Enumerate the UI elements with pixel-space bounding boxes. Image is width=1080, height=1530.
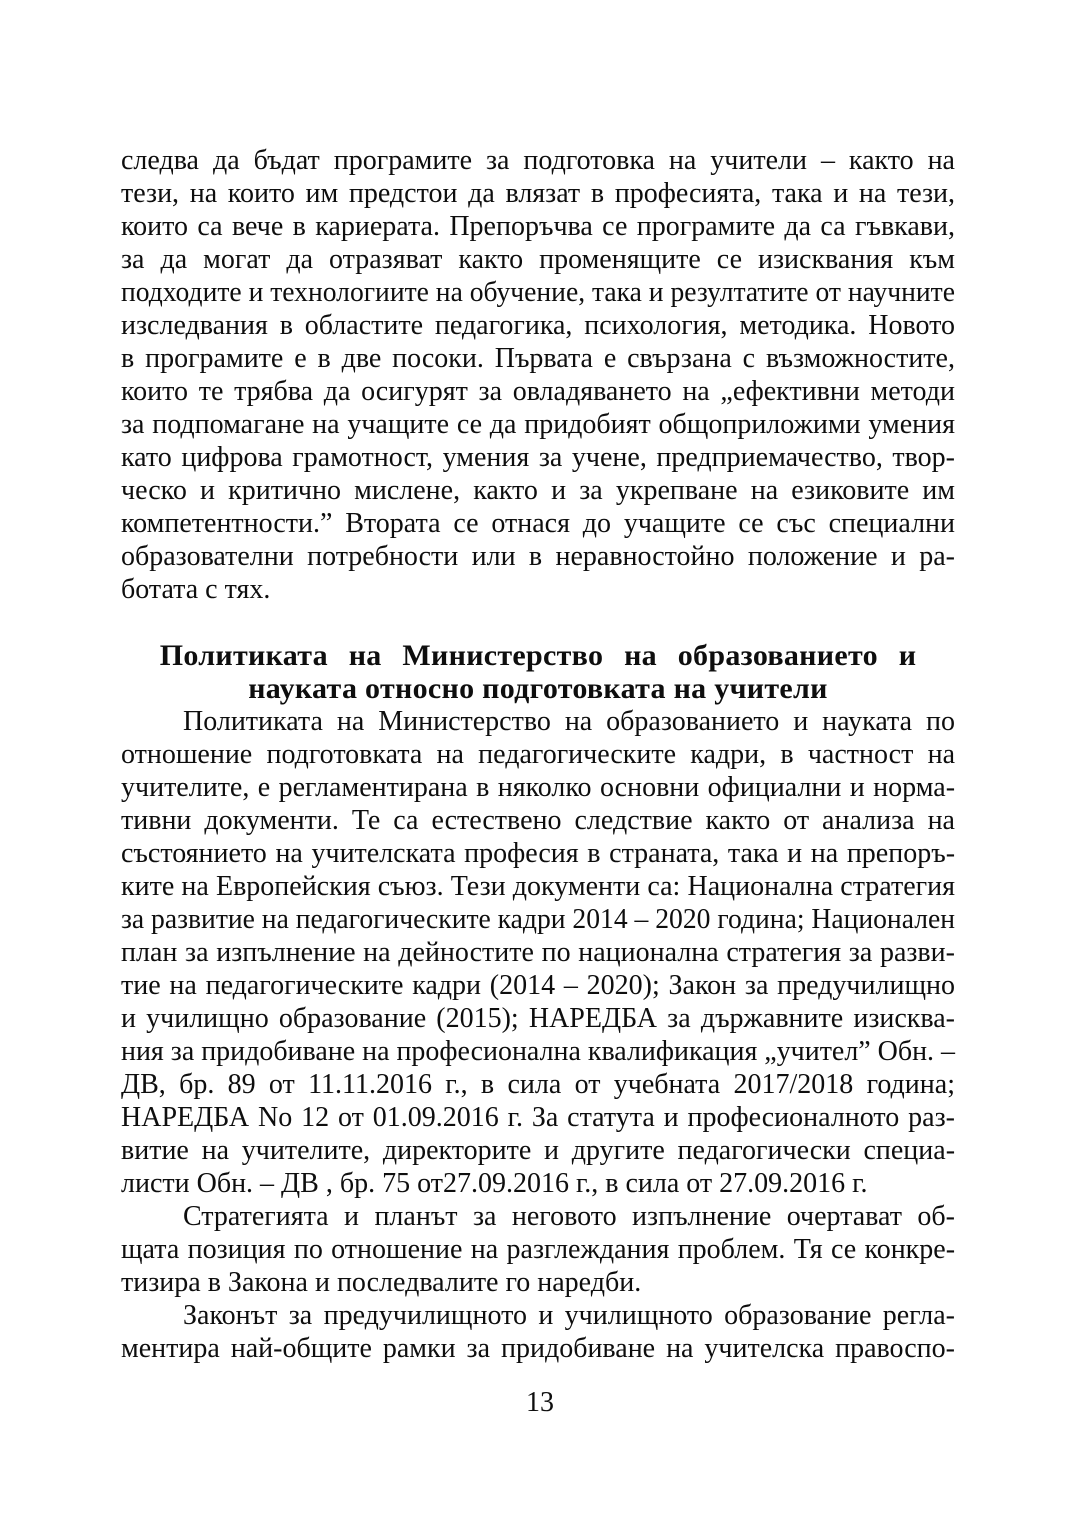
line-text: тези, на които им предстои да влязат в професията, така и на тези, [121, 178, 956, 209]
line-text: науката относно подготовката на учители [248, 672, 828, 705]
line-text: ботата с тях. [121, 574, 271, 605]
page-number: 13 [526, 1387, 554, 1418]
text-line [121, 408, 955, 441]
line-text: ния за придобиване на професионална квалификация „учител” Обн. – [121, 1036, 956, 1067]
text-line [121, 540, 955, 573]
text-line [121, 1167, 955, 1200]
line-text: ческо и критично мислене, както и за укрепване на езиковите им [121, 475, 955, 506]
line-text: ментира най-общите рамки за придобиване на учителска правоспо- [121, 1333, 955, 1364]
text-line [121, 870, 955, 903]
line-text: за развитие на педагогическите кадри 2014 – 2020 година; Национален [121, 904, 956, 935]
line-text: листи Обн. – ДВ , бр. 75 от27.09.2016 г., в сила от 27.09.2016 г. [121, 1168, 868, 1199]
heading-line [121, 639, 955, 672]
text-line [121, 210, 955, 243]
line-text: ките на Европейския съюз. Тези документи са: Национална стратегия [121, 871, 956, 902]
line-text: тие на педагогическите кадри (2014 – 2020); Закон за предучилищно [121, 970, 955, 1001]
heading-line [121, 672, 955, 705]
text-line [121, 342, 955, 375]
text-line [121, 705, 955, 738]
line-text: състоянието на учителската професия в страната, така и на препоръ- [121, 838, 956, 869]
line-text: изследвания в областите педагогика, психология, методика. Новото [121, 310, 955, 341]
text-line [121, 375, 955, 408]
line-text: отношение подготовката на педагогическите кадри, в частност на [121, 739, 955, 770]
text-line [121, 474, 955, 507]
line-text: образователни потребности или в неравностойно положение и ра- [121, 541, 955, 572]
text-line [121, 1332, 955, 1365]
text-line [121, 1134, 955, 1167]
line-text: и училищно образование (2015); НАРЕДБА за държавните изисква- [121, 1003, 955, 1034]
text-line [121, 441, 955, 474]
text-line [121, 309, 955, 342]
line-text: следва да бъдат програмите за подготовка на учители – както на [121, 145, 955, 176]
line-text: Политиката на Министерство на образованието и науката по [183, 706, 955, 737]
text-line [121, 177, 955, 210]
line-text: в програмите е в две посоки. Първата е свързана с възможностите, [121, 343, 955, 374]
text-line [121, 243, 955, 276]
text-line [121, 1266, 955, 1299]
text-line [121, 969, 955, 1002]
section-heading [121, 639, 955, 705]
line-text: Политиката на Министерство на образованието и [159, 639, 917, 672]
text-line [121, 1200, 955, 1233]
text-line [121, 507, 955, 540]
text-line [121, 837, 955, 870]
line-text: щата позиция по отношение на разглеждания проблем. Тя се конкре- [121, 1234, 956, 1265]
text-line [121, 1002, 955, 1035]
line-text: които те трябва да осигурят за овладяването на „ефективни методи [121, 376, 955, 407]
line-text: тизира в Закона и последвалите го наредби. [121, 1267, 642, 1298]
text-line [121, 144, 955, 177]
paragraph [121, 1200, 955, 1299]
line-text: Законът за предучилищното и училищното образование регла- [183, 1300, 955, 1331]
line-text: Стратегията и планът за неговото изпълнение очертават об- [183, 1201, 955, 1232]
paragraph [121, 1299, 955, 1365]
line-text: за подпомагане на учащите се да придобият общоприложими умения [121, 409, 955, 440]
line-text: тивни документи. Те са естествено следствие както от анализа на [121, 805, 955, 836]
paragraph [121, 705, 955, 1200]
line-text: подходите и технологиите на обучение, така и резултатите от научните [121, 277, 955, 308]
text-area [121, 144, 955, 1365]
text-line [121, 1101, 955, 1134]
text-line [121, 936, 955, 969]
paragraph [121, 144, 955, 606]
line-text: план за изпълнение на дейностите по национална стратегия за разви- [121, 937, 955, 968]
text-line [121, 1068, 955, 1101]
text-line [121, 804, 955, 837]
text-line [121, 276, 955, 309]
line-text: като цифрова грамотност, умения за учене, предприемачество, твор- [121, 442, 955, 473]
text-line [121, 771, 955, 804]
line-text: които са вече в кариерата. Препоръчва се програмите да са гъвкави, [121, 211, 955, 242]
text-line [121, 738, 955, 771]
line-text: НАРЕДБА No 12 от 01.09.2016 г. За статута и професионалното раз- [121, 1102, 955, 1133]
text-line [121, 573, 955, 606]
line-text: компетентности.” Втората се отнася до учащите се със специални [121, 508, 956, 539]
text-line [121, 1035, 955, 1068]
line-text: ДВ, бр. 89 от 11.11.2016 г., в сила от учебната 2017/2018 година; [121, 1069, 955, 1100]
line-text: витие на учителите, директорите и другите педагогически специа- [121, 1135, 956, 1166]
text-line [121, 1233, 955, 1266]
text-line [121, 903, 955, 936]
line-text: за да могат да отразяват както променящите се изисквания към [121, 244, 956, 275]
text-line [121, 1299, 955, 1332]
line-text: учителите, е регламентирана в няколко основни официални и норма- [121, 772, 956, 803]
